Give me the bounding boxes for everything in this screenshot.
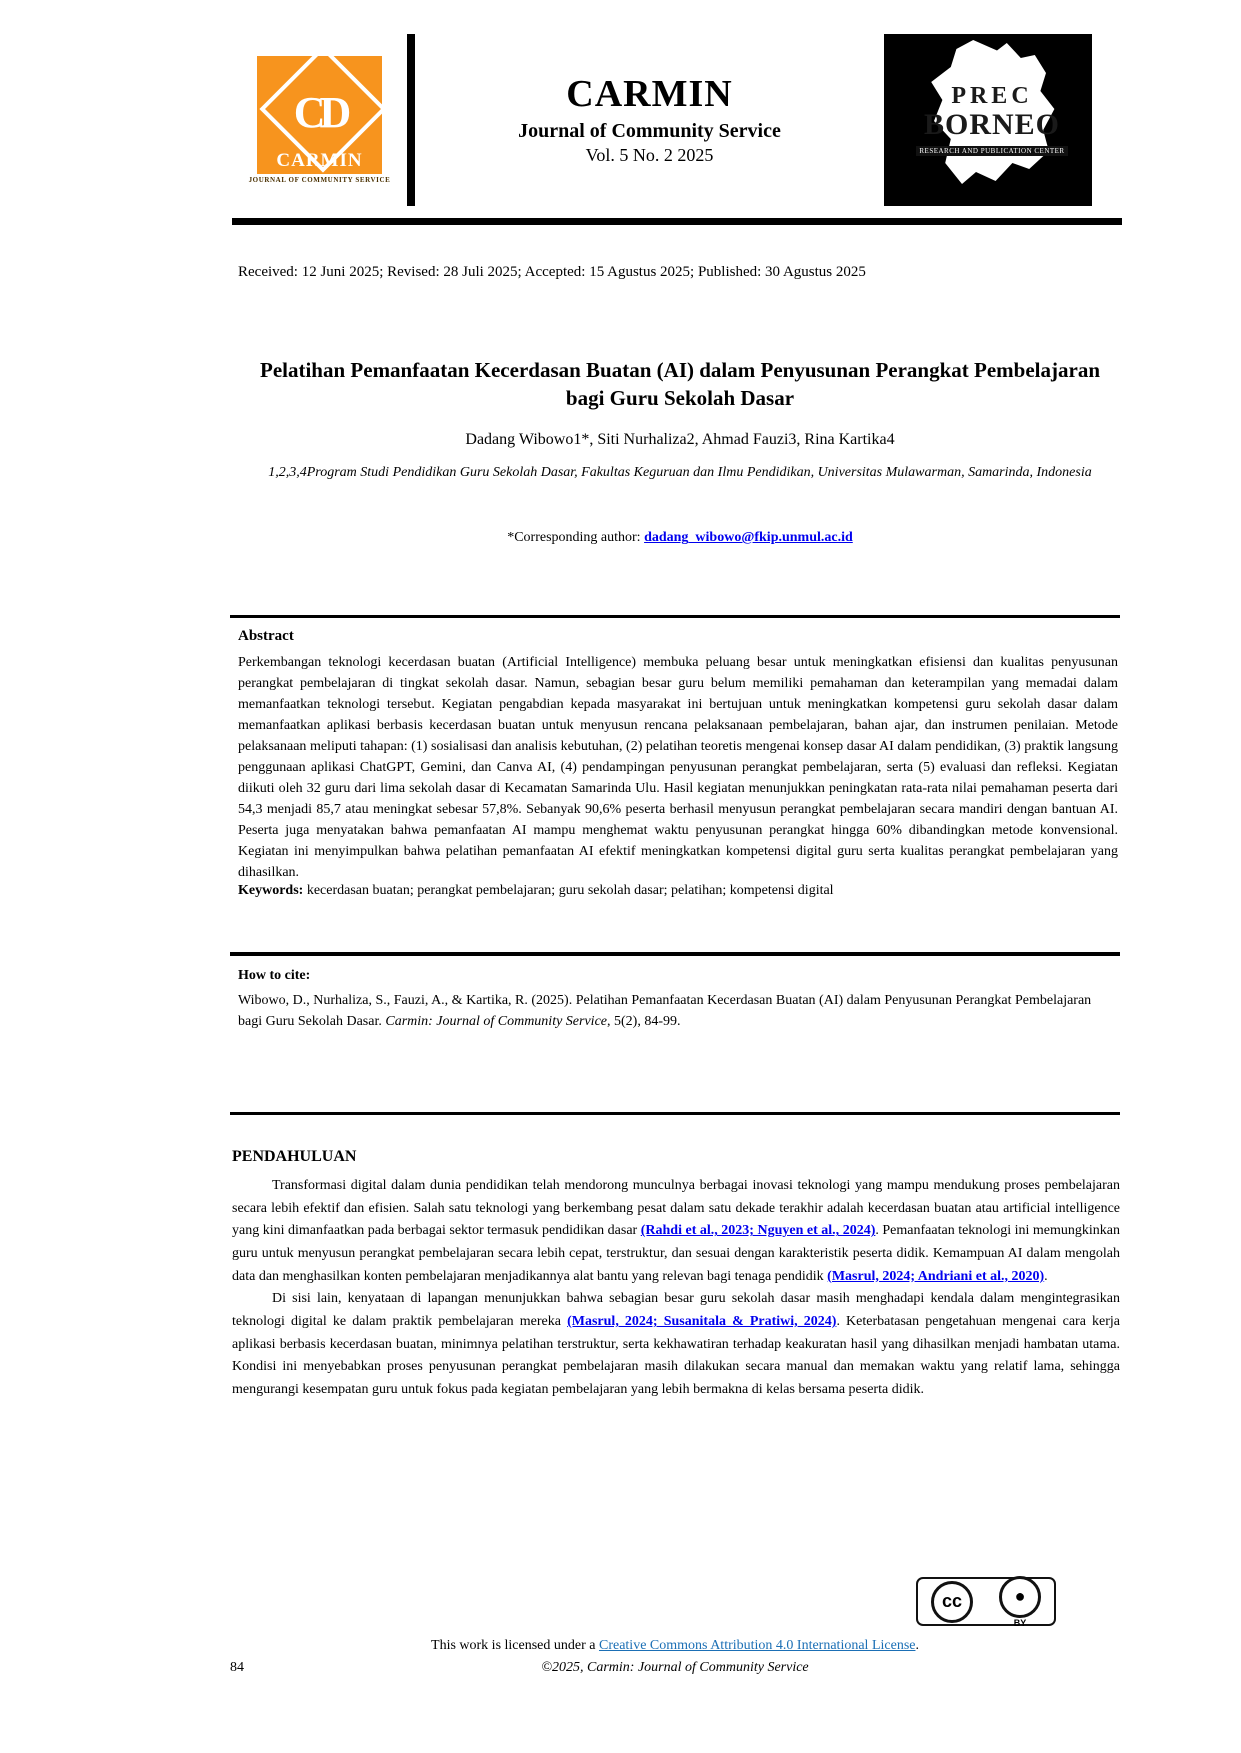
journal-name: CARMIN [566,73,733,116]
creative-commons-badge [916,1577,1056,1626]
abstract-body: Perkembangan teknologi kecerdasan buatan (Artificial Intelligence) membuka peluang besar untuk meningkatkan efisiensi dan kualitas penyusunan perangkat pembelajaran di tingkat sekolah dasar. Namun, sebagian besar guru belum memiliki pemahaman dan keterampilan yang memadai dalam memanfaatkan teknologi tersebut. Kegiatan pengabdian kepada masyarakat ini bertujuan untuk meningkatkan kompetensi guru sekolah dasar dalam memanfaatkan aplikasi berbasis kecerdasan buatan untuk menyusun rencana pelaksanaan pembelajaran, bahan ajar, dan instrumen penilaian. Metode pelaksanaan meliputi tahapan: (1) sosialisasi dan analisis kebutuhan, (2) pelatihan teoretis mengenai konsep dasar AI dalam pendidikan, (3) praktik langsung penggunaan aplikasi ChatGPT, Gemini, dan Canva AI, (4) pendampingan penyusunan perangkat pembelajaran, serta (5) evaluasi dan refleksi. Kegiatan diikuti oleh 32 guru dari lima sekolah dasar di Kecamatan Samarinda Ulu. Hasil kegiatan menunjukkan peningkatan rata-rata nilai pemahaman peserta dari 54,3 menjadi 85,7 atau meningkat sebesar 57,8%. Sebanyak 90,6% peserta berhasil menyusun perangkat pembelajaran secara mandiri dengan bantuan AI. Peserta juga menyatakan bahwa pemanfaatan AI mampu menghemat waktu penyusunan perangkat hingga 60% dibandingkan metode konvensional. Kegiatan ini menyimpulkan bahwa pelatihan pemanfaatan AI efektif meningkatkan kompetensi digital guru serta kualitas perangkat pembelajaran yang dihasilkan. [238,655,1118,880]
journal-volume: Vol. 5 No. 2 2025 [585,144,714,165]
cc-by-label: BY [1013,1617,1027,1628]
cc-by-icon [999,1576,1041,1628]
paragraph-text: . Keterbatasan pengetahuan mengenai cara kerja aplikasi berbasis kecerdasan buatan, minimnya pelatihan terstruktur, serta kekhawatiran terhadap keakuratan hasil yang dihasilkan menjadi hambatan utama. Kondisi ini menyebabkan proses penyusunan perangkat pembelajaran masih dilakukan secara manual dan memakan waktu yang relatif lama, sehingga mengurangi kesempatan guru untuk fokus pada kegiatan pembelajaran yang lebih bermakna di kelas bersama peserta didik. [232,1314,1121,1398]
introduction-paragraph [232,1175,1120,1288]
copyright-statement: ©2025, Carmin: Journal of Community Service [541,1660,809,1675]
paragraph-text: artificial intelligence [1003,1200,1120,1216]
journal-masthead [232,34,1092,206]
carmin-logo-icon [257,56,382,174]
article-authors: Dadang Wibowo1*, Siti Nurhaliza2, Ahmad Fauzi3, Rina Kartika4 [465,431,895,448]
citation-link[interactable]: (Masrul, 2024; Andriani et al., 2020) [827,1268,1045,1284]
carmin-logo-monogram: CD [293,87,346,137]
article-dates: Received: 12 Juni 2025; Revised: 28 Juli 2025; Accepted: 15 Agustus 2025; Published: 30 Agustus 2025 [238,264,866,280]
corresponding-author [255,530,1105,546]
prec-borneo-text [916,83,1067,158]
abstract-heading: Abstract [238,628,294,644]
page-number: 84 [230,1660,244,1675]
citation-journal-name: Carmin: Journal of Community Service [385,1014,607,1029]
keywords-label: Keywords: [238,883,304,898]
introduction-paragraph [232,1288,1120,1401]
paragraph-text: . [1044,1268,1048,1284]
introduction-body [232,1175,1120,1402]
citation-divider [230,1112,1120,1115]
carmin-logo-name: CARMIN [276,150,363,171]
license-prefix: This work is licensed under a [431,1638,599,1653]
how-to-cite-heading: How to cite: [238,968,311,983]
abstract-bottom-divider [230,952,1120,956]
paragraph-text: Transformasi digital dalam dunia pendidikan telah mendorong munculnya berbagai inovasi teknologi yang mampu mendukung proses pembelajaran secara lebih efektif dan efisien. Salah satu teknologi yang berkembang pesat dalam satu dekade terakhir adalah kecerdasan buatan atau [232,1178,1120,1216]
author-affiliation: 1,2,3,4Program Studi Pendidikan Guru Sekolah Dasar, Fakultas Keguruan dan Ilmu Pendidikan, Universitas Mulawarman, Samarinda, Indonesia [268,465,1092,480]
license-link[interactable]: Creative Commons Attribution 4.0 International License [598,1638,916,1653]
keywords-value: kecerdasan buatan; perangkat pembelajaran; guru sekolah dasar; pelatihan; kompetensi digital [306,883,834,898]
abstract-top-divider [230,615,1120,618]
license-suffix: . [915,1638,919,1653]
citation-prefix: Wibowo, D., Nurhaliza, S., Fauzi, A., & Kartika, R. (2025). Pelatihan Pemanfaatan Kecerdasan Buatan (AI) dalam Penyusunan Perangkat Pembelajaran bagi Guru Sekolah Dasar. [238,993,1092,1029]
introduction-heading: PENDAHULUAN [232,1148,357,1165]
cc-icon: cc [931,1581,973,1623]
article-title: Pelatihan Pemanfaatan Kecerdasan Buatan (AI) dalam Penyusunan Perangkat Pembelajaran bagi Guru Sekolah Dasar [260,358,1100,411]
paragraph-text: Di sisi lain, kenyataan di lapangan menunjukkan bahwa sebagian besar guru sekolah dasar masih menghadapi kendala dalam mengintegrasikan teknologi digital ke dalam praktik pembelajaran mereka [232,1291,1120,1330]
carmin-logo-caption: JOURNAL OF COMMUNITY SERVICE [248,176,391,184]
corresponding-author-email[interactable]: dadang_wibowo@fkip.unmul.ac.id [644,530,853,545]
citation-suffix: , 5(2), 84-99. [607,1014,681,1029]
prec-label: PREC [951,82,1033,109]
carmin-logo [232,34,415,206]
prec-borneo-caption: RESEARCH AND PUBLICATION CENTER [916,146,1067,156]
journal-subtitle: Journal of Community Service [518,119,781,142]
abstract-keywords [238,880,1118,901]
borneo-label: BORNEO [923,107,1060,141]
prec-borneo-logo [892,34,1092,206]
person-icon: ● [999,1576,1041,1618]
license-statement [230,1638,1120,1654]
how-to-cite-text [238,990,1118,1032]
masthead-divider [232,218,1122,225]
citation-link[interactable]: (Masrul, 2024; Susanitala & Pratiwi, 2024) [567,1314,837,1330]
paragraph-text: yang kini dimanfaatkan pada berbagai sektor termasuk pendidikan dasar [232,1223,641,1239]
journal-title-block [415,34,892,206]
citation-link[interactable]: (Rahdi et al., 2023; Nguyen et al., 2024) [640,1223,876,1239]
corresponding-author-label: *Corresponding author: [507,530,641,545]
paragraph-text: . Pemanfaatan teknologi ini memungkinkan guru untuk menyusun perangkat pembelajaran secara lebih cepat, terstruktur, dan sesuai dengan karakteristik peserta didik. Kemampuan AI dalam mengolah data dan menghasilkan konten pembelajaran menjadikannya alat bantu yang relevan bagi tenaga pendidik [232,1223,1121,1284]
